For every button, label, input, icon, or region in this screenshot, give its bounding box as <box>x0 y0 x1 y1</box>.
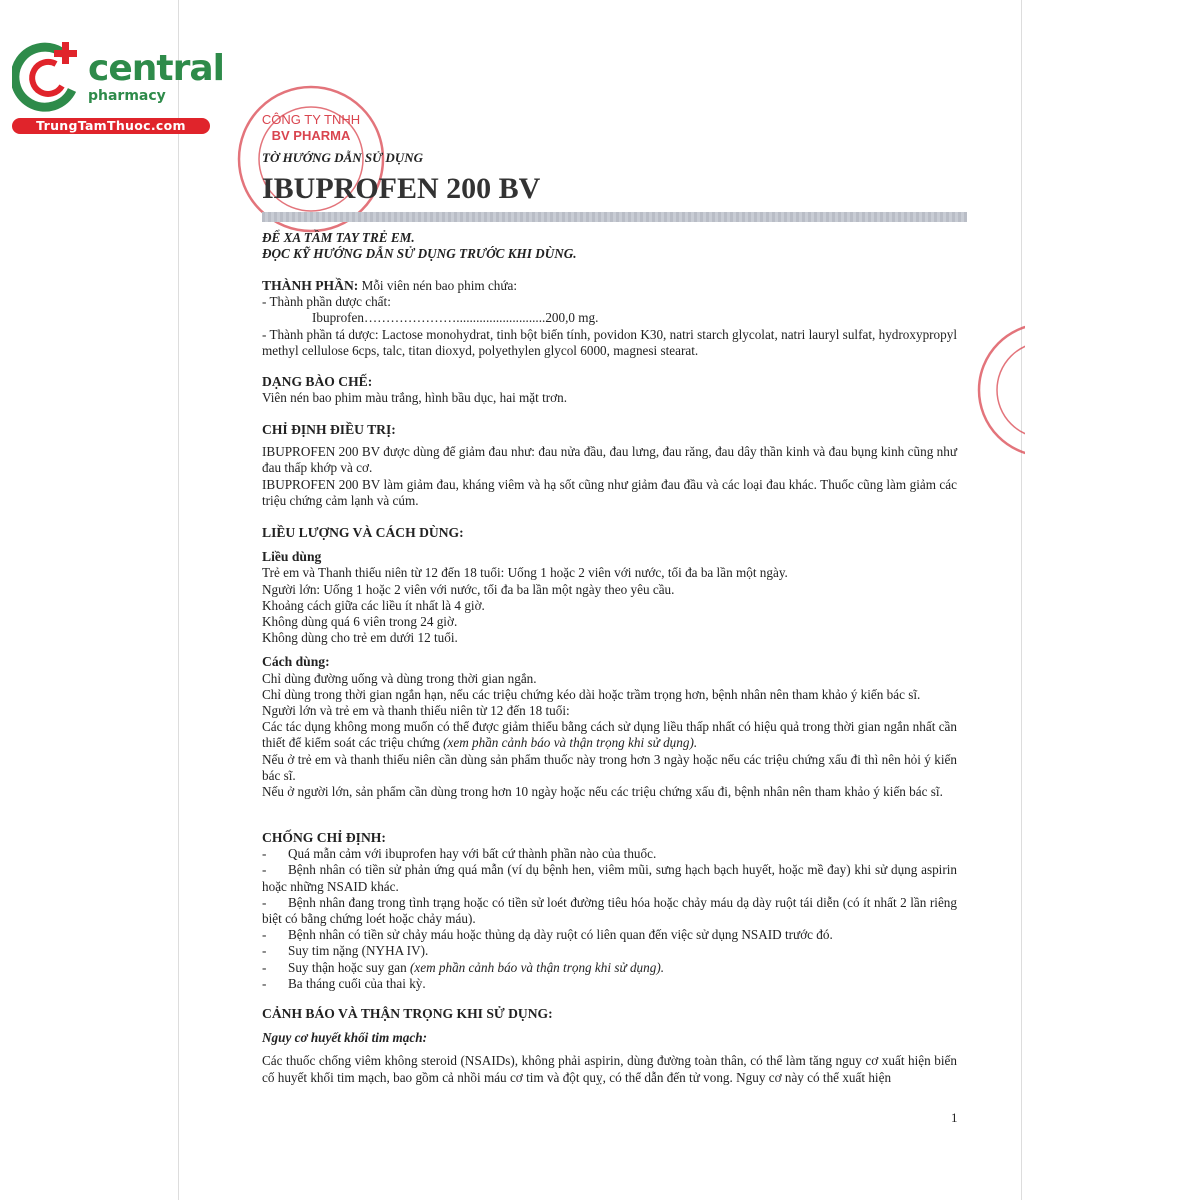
contraindication-item: - Suy tim nặng (NYHA IV). <box>262 943 429 959</box>
section-heading: CẢNH BÁO VÀ THẬN TRỌNG KHI SỬ DỤNG: <box>262 1006 553 1021</box>
contraindication-item: - Quá mẫn cảm với ibuprofen hay với bất cứ thành phần nào của thuốc. <box>262 846 657 862</box>
pharmacy-cross-icon <box>12 40 84 112</box>
section-canh-bao <box>262 1006 957 1086</box>
warning-text: Các thuốc chống viêm không steroid (NSAIDs), không phải aspirin, dùng đường toàn thân, có thể làm tăng nguy cơ xuất hiện biến cố huyết khối tim mạch, bao gồm cả nhồi máu cơ tim và đột quỵ, có thể dẫn đến tử vong. Nguy cơ này có thể xuất hiện <box>262 1053 957 1085</box>
usage-line: Chỉ dùng đường uống và dùng trong thời gian ngắn. <box>262 670 537 686</box>
usage-reference: (xem phần cảnh báo và thận trọng khi sử dụng). <box>443 735 698 751</box>
stamp-line2: BV PHARMA <box>271 128 351 143</box>
dose-line: Khoảng cách giữa các liều ít nhất là 4 giờ. <box>262 597 485 613</box>
title-divider-bar <box>262 212 967 222</box>
section-thanh-phan <box>262 278 957 359</box>
contraindication-item: - Ba tháng cuối của thai kỳ. <box>262 975 426 991</box>
contraindication-item: - Bệnh nhân có tiền sử phản ứng quá mẫn (ví dụ bệnh hen, viêm mũi, sưng hạch bạch huyết, hoặc mề đay) khi sử dụng aspirin hoặc những NSAID khác. <box>262 862 957 894</box>
section-chi-dinh <box>262 422 957 509</box>
usage-line: Nếu ở người lớn, sản phẩm cần dùng trong hơn 10 ngày hoặc nếu các triệu chứng xấu đi, bệnh nhân nên tham khảo ý kiến bác sĩ. <box>262 784 943 800</box>
dose-line: Không dùng cho trẻ em dưới 12 tuổi. <box>262 630 458 646</box>
indication-2: IBUPROFEN 200 BV làm giảm đau, kháng viêm và hạ sốt cũng như giảm đau đầu và các loại đau khác. Thuốc cũng làm giảm các triệu chứng cảm lạnh và cúm. <box>262 476 957 508</box>
warning-read-instructions: ĐỌC KỸ HƯỚNG DẪN SỬ DỤNG TRƯỚC KHI DÙNG. <box>262 246 577 262</box>
logo-sub: pharmacy <box>88 88 166 104</box>
active-label: - Thành phần dược chất: <box>262 294 391 310</box>
section-lieu-luong <box>262 525 957 800</box>
usage-text: Các tác dụng không mong muốn có thể được giảm thiểu bằng cách sử dụng liều thấp nhất có hiệu quả trong thời gian ngắn nhất cần thiết để kiểm soát các triệu chứng <box>262 719 957 751</box>
usage-line: Người lớn và trẻ em và thanh thiếu niên từ 12 đến 18 tuổi: <box>262 703 570 719</box>
contraindication-item: - Bệnh nhân có tiền sử chảy máu hoặc thủng dạ dày ruột có liên quan đến việc sử dụng NSAID trước đó. <box>262 927 833 943</box>
dose-line: Trẻ em và Thanh thiếu niên từ 12 đến 18 tuổi: Uống 1 hoặc 2 viên với nước, tối đa ba lần một ngày. <box>262 565 788 581</box>
document-subtitle: TỜ HƯỚNG DẪN SỬ DỤNG <box>262 150 423 165</box>
section-dang-bao-che <box>262 374 957 406</box>
active-ingredient: Ibuprofen…………………...........................200,0 mg. <box>312 310 599 326</box>
section-chong-chi-dinh <box>262 830 957 992</box>
dosage-form: Viên nén bao phim màu trắng, hình bầu dục, hai mặt trơn. <box>262 390 568 406</box>
intro-text: Mỗi viên nén bao phim chứa: <box>358 278 518 293</box>
subheading-cardio-risk: Nguy cơ huyết khối tim mạch: <box>262 1030 427 1046</box>
section-heading: LIỀU LƯỢNG VÀ CÁCH DÙNG: <box>262 525 464 540</box>
contraindication-item: - Bệnh nhân đang trong tình trạng hoặc có tiền sử loét đường tiêu hóa hoặc chảy máu dạ dày ruột tái diễn (có ít nhất 2 lần riêng biệt có bằng chứng loét hoặc chảy máu). <box>262 894 957 927</box>
section-heading: DẠNG BÀO CHẾ: <box>262 374 373 389</box>
stamp-line1: CÔNG TY TNHH <box>261 112 361 127</box>
page-left-edge <box>178 0 179 1200</box>
logo-brand: central <box>88 48 224 89</box>
usage-line: Nếu ở trẻ em và thanh thiếu niên cần dùng sản phẩm thuốc này trong hơn 3 ngày hoặc nếu các triệu chứng xấu đi thì nên hỏi ý kiến bác sĩ. <box>262 751 957 783</box>
indication-1: IBUPROFEN 200 BV được dùng để giảm đau như: đau nửa đầu, đau lưng, đau răng, đau dây thần kinh và đau bụng kinh cũng như đau thấp khớp và cơ. <box>262 444 957 476</box>
usage-line: Chỉ dùng trong thời gian ngắn hạn, nếu các triệu chứng kéo dài hoặc trầm trọng hơn, bệnh nhân nên tham khảo ý kiến bác sĩ. <box>262 686 921 702</box>
header-warnings <box>262 230 957 262</box>
usage-line <box>262 719 957 751</box>
logo-site: TrungTamThuoc.com <box>12 118 210 134</box>
dose-line: Không dùng quá 6 viên trong 24 giờ. <box>262 614 458 630</box>
contraindication-item: - Suy thận hoặc suy gan (xem phần cảnh báo và thận trọng khi sử dụng). <box>262 959 665 975</box>
warning-keep-away: ĐỂ XA TẦM TAY TRẺ EM. <box>262 230 415 245</box>
document-title: IBUPROFEN 200 BV <box>262 172 541 205</box>
section-heading: THÀNH PHẦN: <box>262 278 359 293</box>
section-heading: CHỈ ĐỊNH ĐIỀU TRỊ: <box>262 422 396 437</box>
company-stamp-partial <box>975 320 1025 460</box>
dose-line: Người lớn: Uống 1 hoặc 2 viên với nước, tối đa ba lần một ngày theo yêu cầu. <box>262 581 675 597</box>
subheading-cach-dung: Cách dùng: <box>262 654 330 670</box>
excipients: - Thành phần tá dược: Lactose monohydrat, tinh bột biến tính, povidon K30, natri starch glycolat, natri lauryl sulfat, hydroxypropyl methyl cellulose 6cps, talc, titan dioxyd, polyethylen glycol 6000, magnesi stearat. <box>262 326 957 358</box>
central-pharmacy-logo <box>12 38 224 138</box>
subheading-lieu-dung: Liều dùng <box>262 549 322 565</box>
page-number: 1 <box>951 1110 958 1125</box>
page-right-edge <box>1021 0 1022 1200</box>
section-heading: CHỐNG CHỈ ĐỊNH: <box>262 830 386 845</box>
